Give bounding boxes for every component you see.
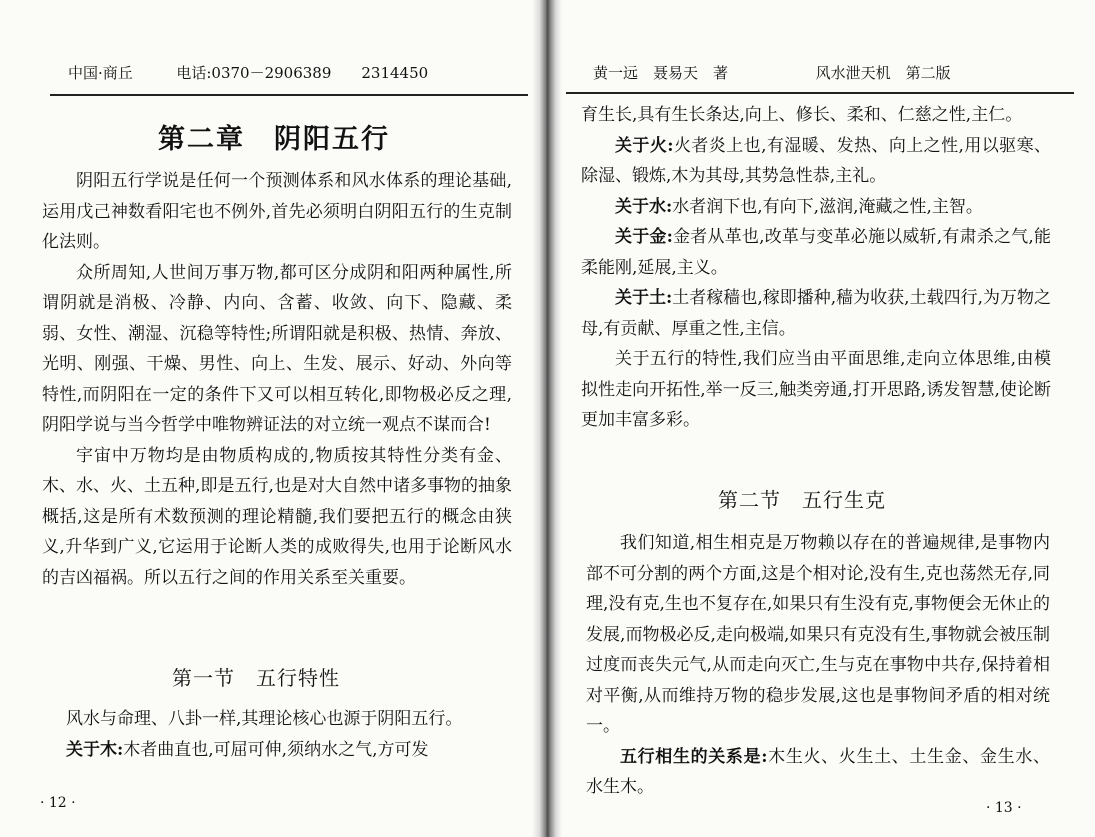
metal-term: 关于金:: [615, 227, 673, 247]
header-rule: [566, 92, 1074, 94]
section-title-2: 第二节 五行生克: [718, 488, 886, 512]
section-1-body: [32, 704, 510, 765]
chapter-intro: [42, 166, 512, 593]
book-gutter: [532, 0, 562, 837]
fire-paragraph: [581, 131, 1051, 192]
water-term: 关于水:: [615, 196, 673, 217]
metal-text: 金者从革也,改革与变革必施以威斩,有肃杀之气,能柔能刚,延展,主义。: [581, 227, 1051, 278]
water-text: 水者润下也,有向下,滋润,淹藏之性,主智。: [672, 196, 983, 217]
wood-continued: 育生长,具有生长条达,向上、修长、柔和、仁慈之性,主仁。: [581, 105, 1023, 125]
fire-text: 火者炎上也,有湿暖、发热、向上之性,用以驱寒、除湿、锻炼,木为其母,其势急性恭,主礼。: [581, 135, 1052, 186]
elements-body: [581, 100, 1051, 436]
sheng-term: 五行相生的关系是:: [620, 746, 768, 767]
right-page: [548, 0, 1095, 837]
header-phone: 电话:0370－2906389 2314450: [176, 64, 429, 82]
right-page-header: [593, 62, 951, 83]
section-title-1: 第一节 五行特性: [172, 666, 340, 690]
section-2-body: [586, 528, 1050, 803]
paragraph: 我们知道,相生相克是万物赖以存在的普遍规律,是事物内部不可分割的两个方面,这是个相对论,没有生,克也荡然无存,同理,没有克,生也不复存在,如果只有生没有克,事物便会无休止的发展,而物极必反,走向极端,如果只有克没有生,事物就会被压制过度而丧失元气,从而走向灭亡,生与克在事物中共存,保持着相对平衡,从而维持万物的稳步发展,这也是事物间矛盾的相对统一。: [586, 533, 1050, 736]
header-location: 中国·商丘: [68, 64, 133, 82]
wood-paragraph: [32, 735, 510, 766]
header-book-title: 风水泄天机 第二版: [815, 64, 951, 82]
paragraph: 阴阳五行学说是任何一个预测体系和风水体系的理论基础,运用戊己神数看阳宅也不例外,首先必须明白阴阳五行的生克制化法则。: [42, 171, 512, 252]
metal-paragraph: [581, 222, 1051, 283]
paragraph: 众所周知,人世间万事万物,都可区分成阴和阳两种属性,所谓阴就是消极、冷静、内向、含蓄、收敛、向下、隐藏、柔弱、女性、潮湿、沉稳等特性;所谓阳就是积极、热情、奔放、光明、刚强、干燥、男性、向上、生发、展示、好动、外向等特性,而阴阳在一定的条件下又可以相互转化,即物极必反之理,阴阳学说与当今哲学中唯物辨证法的对立统一观点不谋而合!: [42, 262, 512, 435]
fire-term: 关于火:: [615, 135, 674, 156]
summary-paragraph: 关于五行的特性,我们应当由平面思维,走向立体思维,由模拟性走向开拓性,举一反三,触类旁通,打开思路,诱发智慧,使论断更加丰富多彩。: [581, 349, 1051, 430]
earth-text: 土者稼穑也,稼即播种,穑为收获,土载四行,为万物之母,有贡献、厚重之性,主信。: [581, 288, 1051, 339]
paragraph: 风水与命理、八卦一样,其理论核心也源于阴阳五行。: [66, 709, 463, 729]
earth-term: 关于土:: [615, 288, 673, 308]
left-page-header: [68, 62, 428, 83]
page-number-left: · 12 ·: [40, 795, 76, 811]
sheng-text: 木生火、火生土、土生金、金生水、水生木。: [586, 746, 1050, 797]
water-paragraph: [581, 192, 1051, 223]
paragraph: 宇宙中万物均是由物质构成的,物质按其特性分类有金、木、水、火、土五种,即是五行,也是对大自然中诸多事物的抽象概括,这是所有术数预测的理论精髓,我们要把五行的概念由狭义,升华到广义,它运用于论断人类的成败得失,也用于论断风水的吉凶福祸。所以五行之间的作用关系至关重要。: [42, 445, 512, 588]
header-rule: [50, 94, 528, 96]
chapter-title: 第二章 阴阳五行: [158, 124, 390, 155]
page-number-right: · 13 ·: [986, 800, 1022, 816]
sheng-paragraph: [586, 742, 1050, 803]
earth-paragraph: [581, 283, 1051, 344]
wood-text: 木者曲直也,可屈可伸,须纳水之气,方可发: [123, 739, 429, 760]
header-authors: 黄一远 聂易天 著: [593, 64, 729, 82]
wood-term: 关于木:: [66, 739, 124, 760]
